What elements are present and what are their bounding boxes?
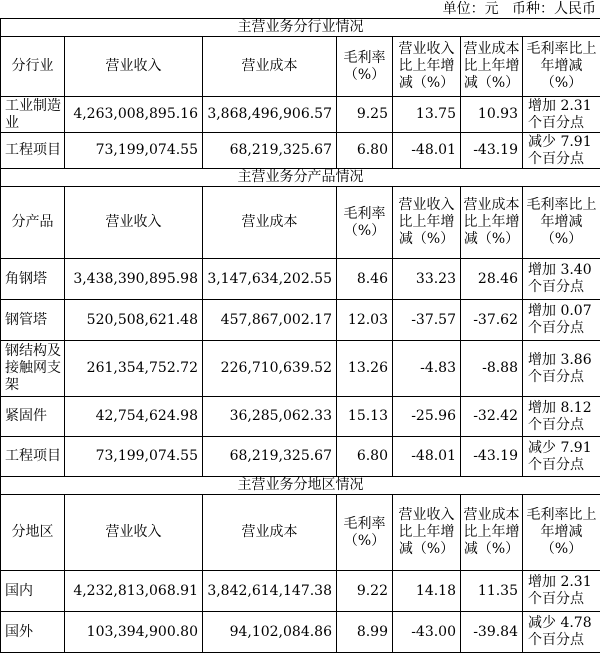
header-cost-change: 营业成本比上年增减（%） [461, 187, 523, 259]
row-cost-change: 28.46 [461, 259, 523, 300]
row-cost: 3,842,614,147.38 [203, 571, 337, 612]
header-cost-change: 营业成本比上年增减（%） [461, 37, 523, 97]
section-title-region: 主营业务分地区情况 [1, 477, 600, 495]
row-margin-change: 增加 8.12 个百分点 [523, 397, 600, 437]
row-name: 角钢塔 [1, 259, 65, 300]
header-revenue: 营业收入 [65, 495, 203, 571]
header-margin: 毛利率（%） [337, 187, 393, 259]
header-margin-change: 毛利率比上年增减（%） [523, 495, 600, 571]
row-cost: 3,147,634,202.55 [203, 259, 337, 300]
table-row [1, 341, 600, 397]
table-row [1, 97, 600, 133]
table-row [1, 397, 600, 437]
row-margin: 12.03 [337, 300, 393, 341]
section-title-industry: 主营业务分行业情况 [1, 19, 600, 37]
row-revenue: 73,199,074.55 [65, 133, 203, 169]
row-cost: 3,868,496,906.57 [203, 97, 337, 133]
row-name: 国内 [1, 571, 65, 612]
row-revenue-change: 13.75 [393, 97, 461, 133]
header-margin-change: 毛利率比上年增减（%） [523, 37, 600, 97]
table-row [1, 259, 600, 300]
table-row [1, 612, 600, 653]
header-segment: 分地区 [1, 495, 65, 571]
row-revenue: 42,754,624.98 [65, 397, 203, 437]
row-cost-change: 10.93 [461, 97, 523, 133]
header-revenue: 营业收入 [65, 37, 203, 97]
row-margin: 13.26 [337, 341, 393, 397]
row-name: 钢管塔 [1, 300, 65, 341]
row-revenue: 73,199,074.55 [65, 437, 203, 477]
row-margin-change: 减少 4.78 个百分点 [523, 612, 600, 653]
row-revenue-change: 14.18 [393, 571, 461, 612]
row-name: 国外 [1, 612, 65, 653]
header-margin: 毛利率（%） [337, 37, 393, 97]
header-revenue-change: 营业收入比上年增减（%） [393, 495, 461, 571]
header-revenue-change: 营业收入比上年增减（%） [393, 187, 461, 259]
header-margin-change: 毛利率比上年增减（%） [523, 187, 600, 259]
main-business-table [0, 18, 600, 653]
header-cost: 营业成本 [203, 37, 337, 97]
row-margin: 8.99 [337, 612, 393, 653]
row-cost: 68,219,325.67 [203, 133, 337, 169]
row-margin: 8.46 [337, 259, 393, 300]
row-revenue-change: -48.01 [393, 133, 461, 169]
row-margin: 6.80 [337, 133, 393, 169]
row-margin-change: 增加 0.07 个百分点 [523, 300, 600, 341]
row-name: 工业制造业 [1, 97, 65, 133]
header-cost-change: 营业成本比上年增减（%） [461, 495, 523, 571]
header-margin: 毛利率（%） [337, 495, 393, 571]
row-name: 钢结构及接触网支架 [1, 341, 65, 397]
header-cost: 营业成本 [203, 187, 337, 259]
row-revenue: 3,438,390,895.98 [65, 259, 203, 300]
row-cost-change: -39.84 [461, 612, 523, 653]
row-cost: 36,285,062.33 [203, 397, 337, 437]
row-revenue-change: -25.96 [393, 397, 461, 437]
table-row [1, 437, 600, 477]
row-margin: 9.22 [337, 571, 393, 612]
row-cost: 68,219,325.67 [203, 437, 337, 477]
row-revenue-change: -43.00 [393, 612, 461, 653]
row-cost-change: -32.42 [461, 397, 523, 437]
row-cost-change: -37.62 [461, 300, 523, 341]
row-revenue: 4,232,813,068.91 [65, 571, 203, 612]
row-cost: 457,867,002.17 [203, 300, 337, 341]
table-row [1, 133, 600, 169]
row-revenue-change: -37.57 [393, 300, 461, 341]
row-cost-change: 11.35 [461, 571, 523, 612]
row-margin: 9.25 [337, 97, 393, 133]
row-margin-change: 减少 7.91 个百分点 [523, 133, 600, 169]
row-revenue: 4,263,008,895.16 [65, 97, 203, 133]
row-revenue: 520,508,621.48 [65, 300, 203, 341]
row-revenue-change: -4.83 [393, 341, 461, 397]
table-row [1, 300, 600, 341]
header-revenue-change: 营业收入比上年增减（%） [393, 37, 461, 97]
header-segment: 分行业 [1, 37, 65, 97]
table-row [1, 571, 600, 612]
row-cost-change: -43.19 [461, 437, 523, 477]
row-cost-change: -8.88 [461, 341, 523, 397]
header-cost: 营业成本 [203, 495, 337, 571]
row-cost: 226,710,639.52 [203, 341, 337, 397]
header-segment: 分产品 [1, 187, 65, 259]
row-revenue-change: -48.01 [393, 437, 461, 477]
row-margin: 15.13 [337, 397, 393, 437]
unit-currency-line: 单位：元 币种：人民币 [442, 1, 596, 17]
section-title-product: 主营业务分产品情况 [1, 169, 600, 187]
row-cost: 94,102,084.86 [203, 612, 337, 653]
row-margin-change: 减少 7.91 个百分点 [523, 437, 600, 477]
row-revenue: 261,354,752.72 [65, 341, 203, 397]
row-name: 紧固件 [1, 397, 65, 437]
row-revenue: 103,394,900.80 [65, 612, 203, 653]
row-margin: 6.80 [337, 437, 393, 477]
row-name: 工程项目 [1, 437, 65, 477]
row-name: 工程项目 [1, 133, 65, 169]
header-revenue: 营业收入 [65, 187, 203, 259]
row-margin-change: 增加 2.31 个百分点 [523, 571, 600, 612]
row-cost-change: -43.19 [461, 133, 523, 169]
row-margin-change: 增加 3.86 个百分点 [523, 341, 600, 397]
row-revenue-change: 33.23 [393, 259, 461, 300]
row-margin-change: 增加 3.40 个百分点 [523, 259, 600, 300]
row-margin-change: 增加 2.31 个百分点 [523, 97, 600, 133]
